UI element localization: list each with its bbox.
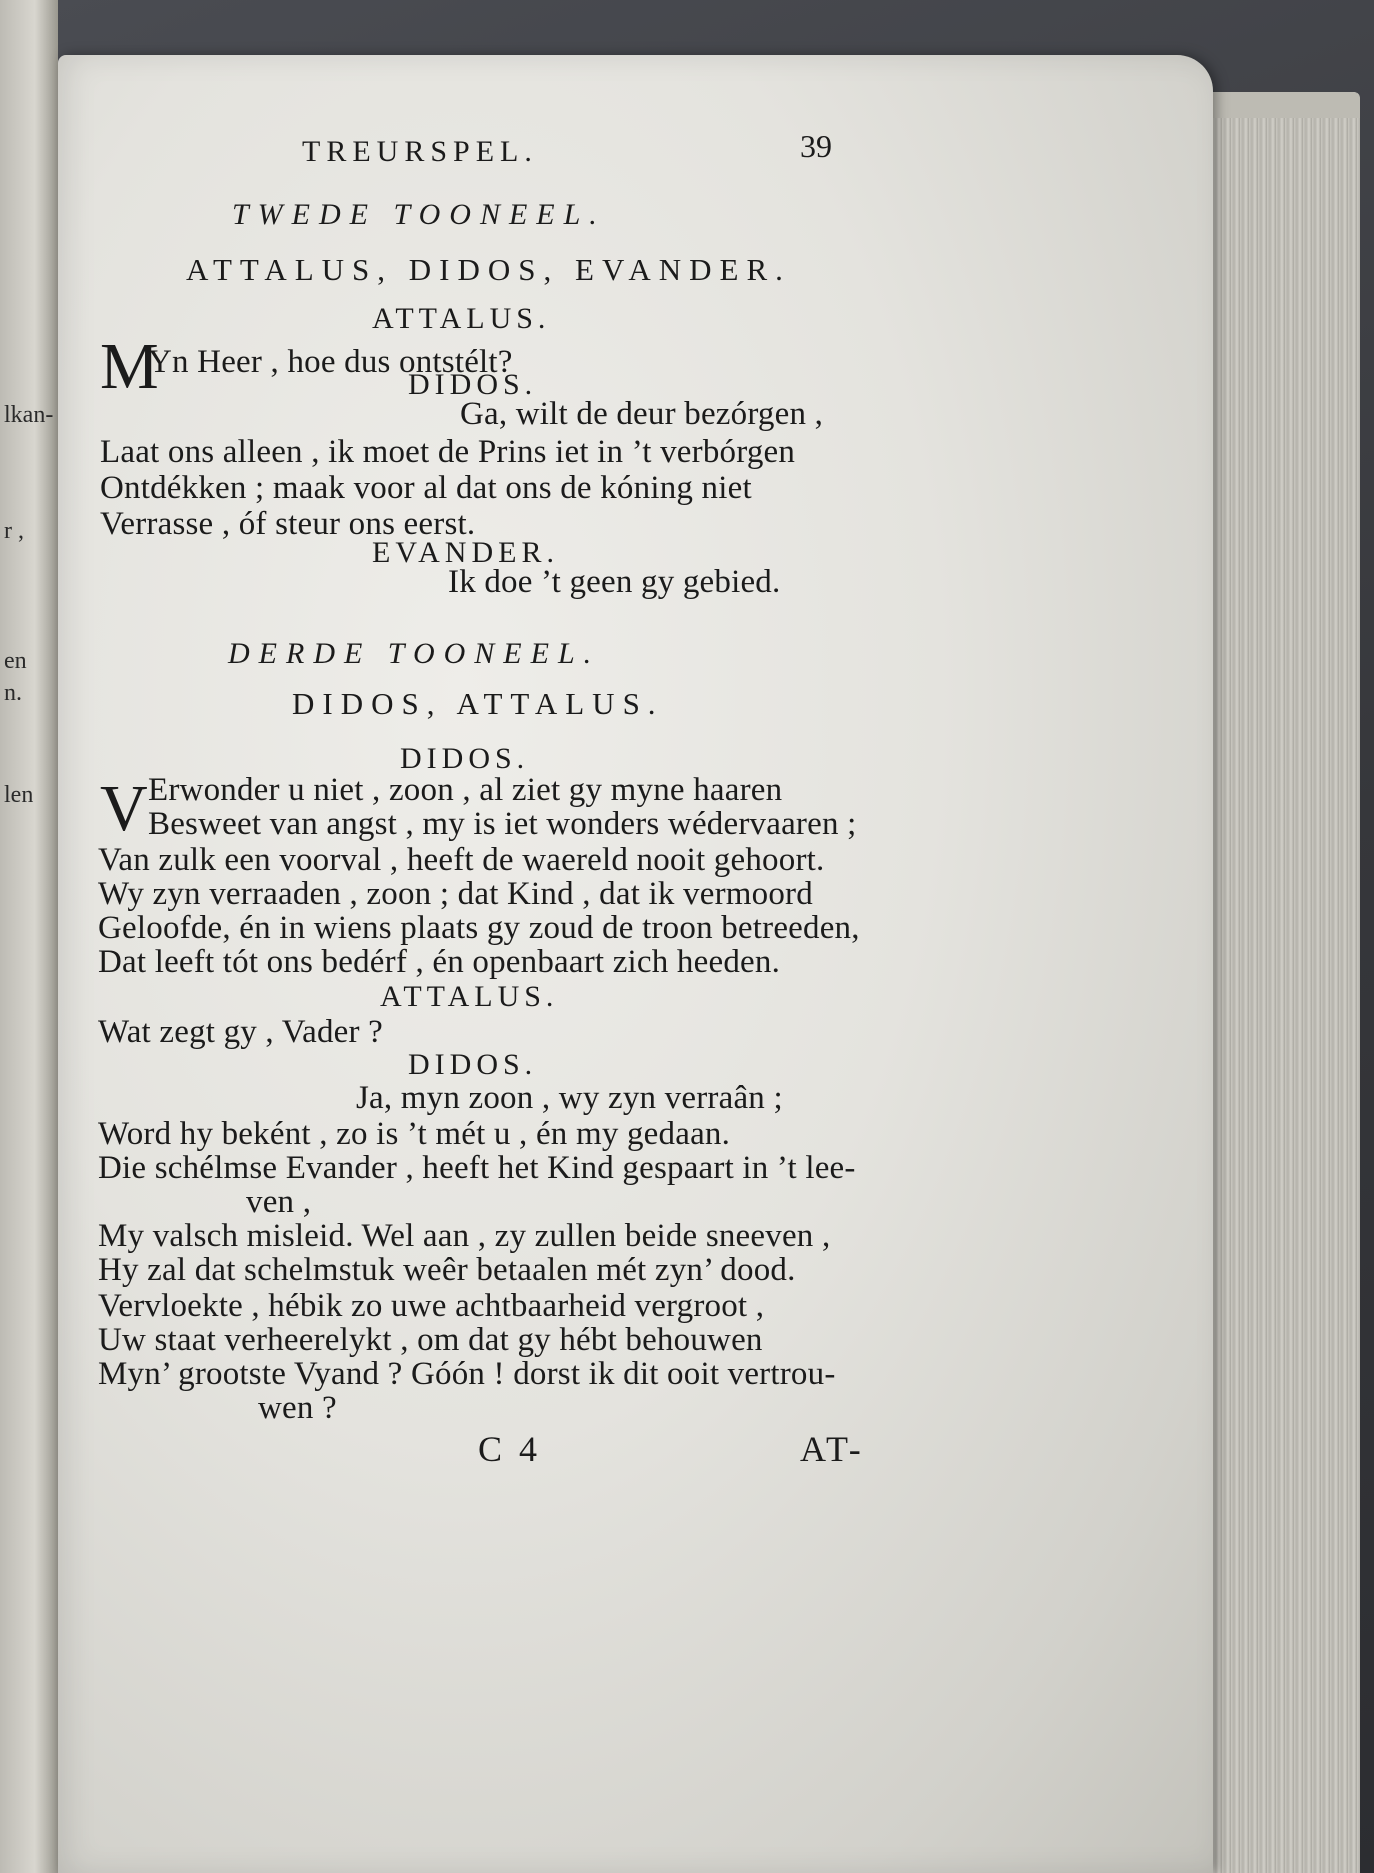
verse-line: wen ? — [258, 1390, 337, 1426]
verse-line: Geloofde, én in wiens plaats gy zoud de troon betreeden, — [98, 910, 860, 946]
verse-line: Yn Heer , hoe dus ontstélt? — [148, 344, 513, 380]
running-title: TREURSPEL. — [302, 135, 538, 168]
verse-line: Ja, myn zoon , wy zyn verraân ; — [356, 1080, 783, 1116]
left-page-fragment: en — [4, 648, 27, 674]
verse-line: Verrasse , óf steur ons eerst. — [100, 506, 476, 542]
left-page-fragment: n. — [4, 680, 22, 706]
signature-mark: C 4 — [478, 1429, 542, 1469]
verse-line: Erwonder u niet , zoon , al ziet gy myne haaren — [148, 772, 783, 808]
left-page-fragment: lkan- — [4, 402, 54, 428]
verse-line: Wat zegt gy , Vader ? — [98, 1014, 383, 1050]
verse-line: Wy zyn verraaden , zoon ; dat Kind , dat ik vermoord — [98, 876, 813, 912]
verse-line: Uw staat verheerelykt , om dat gy hébt behouwen — [98, 1322, 763, 1358]
verse-line: Laat ons alleen , ik moet de Prins iet in ’t verbórgen — [100, 434, 796, 470]
book-page-edges — [1195, 92, 1360, 1873]
speaker-name: DIDOS. — [408, 1048, 538, 1081]
speaker-name: ATTALUS. — [380, 980, 559, 1013]
book-top-edge — [1210, 92, 1360, 118]
drop-cap: V — [100, 772, 148, 845]
verse-line: ven , — [246, 1184, 312, 1220]
verse-line: Ontdékken ; maak voor al dat ons de kóning niet — [100, 470, 752, 506]
verse-line: Die schélmse Evander , heeft het Kind gespaart in ’t lee- — [98, 1150, 856, 1186]
cast-list: ATTALUS, DIDOS, EVANDER. — [186, 252, 791, 287]
verse-line: Besweet van angst , my is iet wonders wédervaaren ; — [148, 806, 857, 842]
verse-line: Vervloekte , hébik zo uwe achtbaarheid vergroot , — [98, 1288, 765, 1324]
verse-line: Dat leeft tót ons bedérf , én openbaart zich heeden. — [98, 944, 781, 980]
drop-cap: M — [100, 330, 159, 403]
previous-page-edge — [0, 0, 58, 1873]
verse-line: My valsch misleid. Wel aan , zy zullen beide sneeven , — [98, 1218, 831, 1254]
verse-line: Hy zal dat schelmstuk weêr betaalen mét zyn’ dood. — [98, 1252, 796, 1288]
speaker-name: DIDOS. — [408, 368, 538, 401]
verse-line: Word hy beként , zo is ’t mét u , én my gedaan. — [98, 1116, 731, 1152]
cast-list: DIDOS, ATTALUS. — [292, 686, 664, 721]
speaker-name: DIDOS. — [400, 742, 530, 775]
scene-heading: DERDE TOONEEL. — [228, 637, 601, 670]
verse-line: Van zulk een voorval , heeft de waereld nooit gehoort. — [98, 842, 825, 878]
scene-heading: TWEDE TOONEEL. — [232, 198, 606, 231]
speaker-name: EVANDER. — [372, 536, 559, 569]
page-number: 39 — [800, 128, 832, 164]
verse-line: Ga, wilt de deur bezórgen , — [460, 396, 824, 432]
speaker-name: ATTALUS. — [372, 302, 551, 335]
verse-line: Myn’ grootste Vyand ? Góón ! dorst ik dit ooit vertrou- — [98, 1356, 836, 1392]
left-page-fragment: r , — [4, 518, 24, 544]
left-page-fragment: len — [4, 782, 34, 808]
verse-line: Ik doe ’t geen gy gebied. — [448, 564, 781, 600]
catchword: AT- — [800, 1429, 865, 1469]
